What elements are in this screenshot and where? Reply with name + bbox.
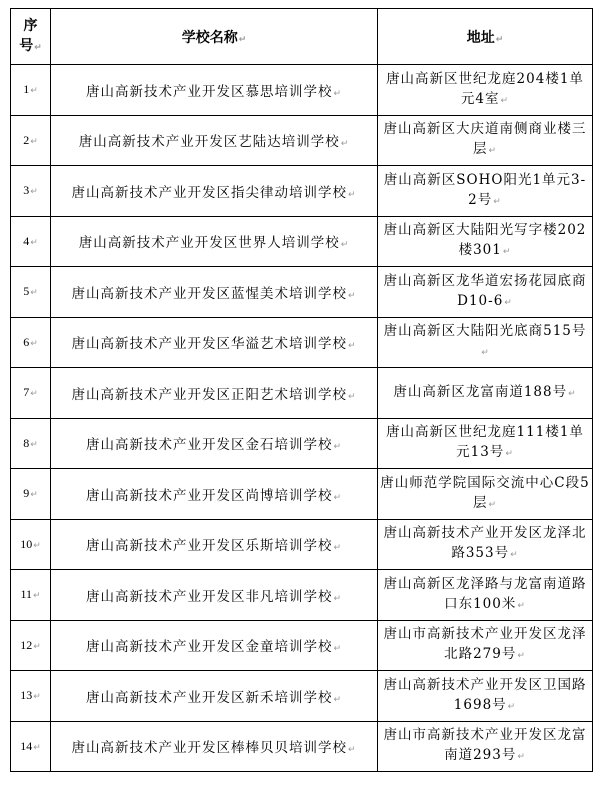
cell-school-name: 唐山高新技术产业开发区新禾培训学校↵ bbox=[51, 671, 378, 722]
paragraph-mark-icon: ↵ bbox=[30, 490, 38, 501]
cell-seq: 12↵ bbox=[11, 620, 51, 671]
cell-seq: 9↵ bbox=[11, 469, 51, 520]
table-row bbox=[11, 620, 593, 671]
table-row bbox=[11, 216, 593, 267]
paragraph-mark-icon: ↵ bbox=[500, 95, 510, 106]
cell-address: 唐山高新区龙富南道188号↵ bbox=[378, 368, 593, 419]
paragraph-mark-icon: ↵ bbox=[30, 187, 38, 198]
paragraph-mark-icon: ↵ bbox=[238, 34, 247, 45]
cell-school-name: 唐山高新技术产业开发区乐斯培训学校↵ bbox=[51, 519, 378, 570]
paragraph-mark-icon: ↵ bbox=[30, 237, 38, 248]
table-body bbox=[11, 65, 593, 772]
cell-address: 唐山高新技术产业开发区卫国路1698号↵ bbox=[378, 671, 593, 722]
cell-seq: 8↵ bbox=[11, 418, 51, 469]
cell-seq: 13↵ bbox=[11, 671, 51, 722]
table-row bbox=[11, 115, 593, 166]
header-school-name-label: 学校名称 bbox=[181, 29, 238, 46]
cell-school-name: 唐山高新技术产业开发区金石培训学校↵ bbox=[51, 418, 378, 469]
cell-address: 唐山高新区世纪龙庭111楼1单元13号↵ bbox=[378, 418, 593, 469]
table-row bbox=[11, 267, 593, 318]
cell-seq: 5↵ bbox=[11, 267, 51, 318]
cell-seq: 2↵ bbox=[11, 115, 51, 166]
paragraph-mark-icon: ↵ bbox=[347, 341, 357, 352]
paragraph-mark-icon: ↵ bbox=[505, 449, 514, 460]
paragraph-mark-icon: ↵ bbox=[347, 290, 357, 301]
cell-school-name: 唐山高新技术产业开发区慕思培训学校↵ bbox=[51, 65, 378, 116]
cell-seq: 7↵ bbox=[11, 368, 51, 419]
cell-seq: 6↵ bbox=[11, 317, 51, 368]
paragraph-mark-icon: ↵ bbox=[30, 439, 38, 450]
cell-school-name: 唐山高新技术产业开发区尚博培训学校↵ bbox=[51, 469, 378, 520]
paragraph-mark-icon: ↵ bbox=[30, 389, 38, 400]
paragraph-mark-icon: ↵ bbox=[33, 641, 41, 652]
cell-school-name: 唐山高新技术产业开发区蓝惺美术培训学校↵ bbox=[51, 267, 378, 318]
paragraph-mark-icon: ↵ bbox=[333, 593, 343, 604]
paragraph-mark-icon: ↵ bbox=[481, 348, 490, 359]
cell-seq: 14↵ bbox=[11, 721, 51, 772]
table-row bbox=[11, 368, 593, 419]
paragraph-mark-icon: ↵ bbox=[507, 701, 517, 712]
table-row bbox=[11, 418, 593, 469]
cell-address: 唐山师范学院国际交流中心C段5层↵ bbox=[378, 469, 593, 520]
cell-address: 唐山高新区世纪龙庭204楼1单元4室↵ bbox=[378, 65, 593, 116]
cell-school-name: 唐山高新技术产业开发区非凡培训学校↵ bbox=[51, 570, 378, 621]
schools-table bbox=[10, 8, 593, 772]
cell-address: 唐山高新区龙华道宏扬花园底商D10-6↵ bbox=[378, 267, 593, 318]
paragraph-mark-icon: ↵ bbox=[333, 492, 343, 503]
table-row bbox=[11, 519, 593, 570]
paragraph-mark-icon: ↵ bbox=[33, 540, 41, 551]
header-seq-line1: 序 bbox=[23, 17, 38, 34]
paragraph-mark-icon: ↵ bbox=[333, 88, 343, 99]
paragraph-mark-icon: ↵ bbox=[502, 247, 512, 258]
paragraph-mark-icon: ↵ bbox=[30, 86, 38, 97]
cell-address: 唐山高新区SOHO阳光1单元3-2号↵ bbox=[378, 166, 593, 217]
cell-seq: 4↵ bbox=[11, 216, 51, 267]
paragraph-mark-icon: ↵ bbox=[347, 391, 357, 402]
paragraph-mark-icon: ↵ bbox=[333, 442, 343, 453]
paragraph-mark-icon: ↵ bbox=[34, 42, 42, 53]
header-seq bbox=[11, 9, 51, 65]
paragraph-mark-icon: ↵ bbox=[33, 742, 41, 753]
header-seq-line2: 号 bbox=[19, 37, 34, 54]
cell-school-name: 唐山高新技术产业开发区指尖律动培训学校↵ bbox=[51, 166, 378, 217]
paragraph-mark-icon: ↵ bbox=[493, 196, 502, 207]
paragraph-mark-icon: ↵ bbox=[33, 591, 41, 602]
table-row bbox=[11, 671, 593, 722]
cell-seq: 1↵ bbox=[11, 65, 51, 116]
table-row bbox=[11, 469, 593, 520]
paragraph-mark-icon: ↵ bbox=[488, 499, 498, 510]
paragraph-mark-icon: ↵ bbox=[30, 136, 38, 147]
cell-address: 唐山高新区大陆阳光写字楼202楼301↵ bbox=[378, 216, 593, 267]
paragraph-mark-icon: ↵ bbox=[488, 146, 498, 157]
header-school-name bbox=[51, 9, 378, 65]
paragraph-mark-icon: ↵ bbox=[30, 338, 38, 349]
header-address bbox=[378, 9, 593, 65]
paragraph-mark-icon: ↵ bbox=[340, 139, 350, 150]
cell-address: 唐山高新技术产业开发区龙泽北路353号↵ bbox=[378, 519, 593, 570]
cell-seq: 10↵ bbox=[11, 519, 51, 570]
paragraph-mark-icon: ↵ bbox=[495, 34, 504, 45]
cell-school-name: 唐山高新技术产业开发区棒棒贝贝培训学校↵ bbox=[51, 721, 378, 772]
header-row bbox=[11, 9, 593, 65]
paragraph-mark-icon: ↵ bbox=[504, 297, 513, 308]
paragraph-mark-icon: ↵ bbox=[510, 550, 519, 561]
cell-address: 唐山市高新技术产业开发区龙富南道293号↵ bbox=[378, 721, 593, 772]
paragraph-mark-icon: ↵ bbox=[517, 651, 526, 662]
cell-seq: 3↵ bbox=[11, 166, 51, 217]
cell-school-name: 唐山高新技术产业开发区世界人培训学校↵ bbox=[51, 216, 378, 267]
paragraph-mark-icon: ↵ bbox=[333, 543, 343, 554]
cell-address: 唐山高新区大陆阳光底商515号↵ bbox=[378, 317, 593, 368]
cell-address: 唐山市高新技术产业开发区龙泽北路279号↵ bbox=[378, 620, 593, 671]
paragraph-mark-icon: ↵ bbox=[347, 745, 357, 756]
paragraph-mark-icon: ↵ bbox=[517, 600, 526, 611]
paragraph-mark-icon: ↵ bbox=[333, 644, 343, 655]
cell-school-name: 唐山高新技术产业开发区华溢艺术培训学校↵ bbox=[51, 317, 378, 368]
paragraph-mark-icon: ↵ bbox=[33, 692, 41, 703]
paragraph-mark-icon: ↵ bbox=[340, 240, 350, 251]
cell-school-name: 唐山高新技术产业开发区正阳艺术培训学校↵ bbox=[51, 368, 378, 419]
paragraph-mark-icon: ↵ bbox=[333, 694, 343, 705]
cell-school-name: 唐山高新技术产业开发区艺陆达培训学校↵ bbox=[51, 115, 378, 166]
table-row bbox=[11, 721, 593, 772]
table-row bbox=[11, 65, 593, 116]
paragraph-mark-icon: ↵ bbox=[30, 288, 38, 299]
table-row bbox=[11, 570, 593, 621]
cell-school-name: 唐山高新技术产业开发区金童培训学校↵ bbox=[51, 620, 378, 671]
cell-seq: 11↵ bbox=[11, 570, 51, 621]
header-address-label: 地址 bbox=[466, 29, 495, 46]
table-row bbox=[11, 166, 593, 217]
paragraph-mark-icon: ↵ bbox=[517, 752, 526, 763]
cell-address: 唐山高新区大庆道南侧商业楼三层↵ bbox=[378, 115, 593, 166]
cell-address: 唐山高新区龙泽路与龙富南道路口东100米↵ bbox=[378, 570, 593, 621]
table-row bbox=[11, 317, 593, 368]
paragraph-mark-icon: ↵ bbox=[347, 189, 357, 200]
paragraph-mark-icon: ↵ bbox=[568, 388, 577, 399]
